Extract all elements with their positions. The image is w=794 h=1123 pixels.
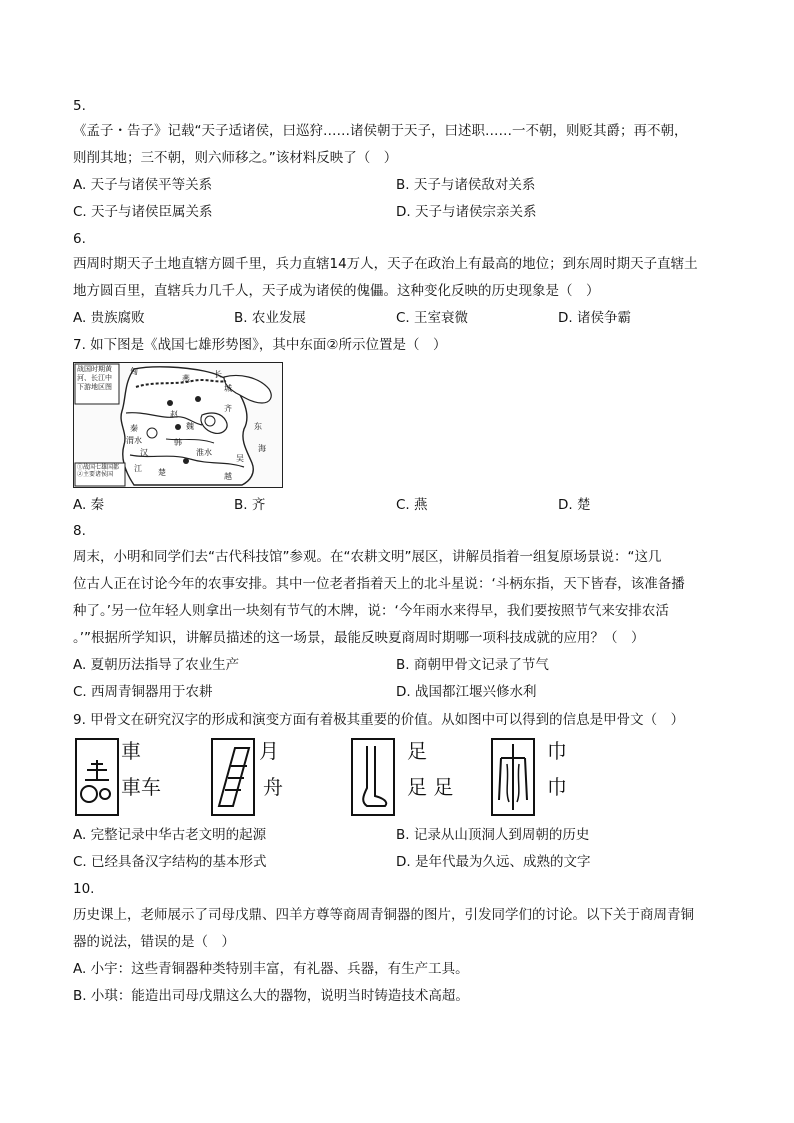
glyph-bottom-4: 巾 — [547, 775, 567, 799]
question-8-option-d[interactable]: D. 战国都江堰兴修水利 — [396, 684, 537, 700]
glyph-bottom-2: 舟 — [263, 775, 283, 799]
question-10-number: 10. — [73, 881, 95, 897]
foot-icon — [353, 740, 393, 814]
question-8-option-a[interactable]: A. 夏朝历法指导了农业生产 — [73, 657, 240, 673]
question-7-option-b[interactable]: B. 齐 — [234, 497, 266, 513]
map-label: 渭水 — [126, 436, 142, 445]
map-label: 江 — [134, 464, 142, 473]
map-label: 汉 — [140, 448, 148, 457]
question-6-option-c[interactable]: C. 王室衰微 — [396, 310, 469, 326]
question-6-number: 6. — [73, 231, 86, 247]
map-label: 长 — [214, 370, 222, 379]
map-label: 秦 — [130, 424, 138, 433]
question-10-stem-line1: 历史课上，老师展示了司母戊鼎、四羊方尊等商周青铜器的图片，引发同学们的讨论。以下关于商周青铜 — [73, 907, 694, 923]
map-label: 东 — [254, 422, 262, 431]
question-9-option-d[interactable]: D. 是年代最为久远、成熟的文字 — [396, 854, 591, 870]
question-6-option-b[interactable]: B. 农业发展 — [234, 310, 306, 326]
chariot-pictograph — [75, 738, 119, 816]
map-label: 楚 — [158, 468, 166, 477]
question-6-stem-line2: 地方圆百里，直辖兵力几千人，天子成为诸侯的傀儡。这种变化反映的历史现象是（ ） — [73, 283, 600, 299]
map-legend-bottom: ①战国七雄国都 ②主要诸侯国 — [77, 464, 120, 478]
map-legend-top: 战国时期黄河、长江中下游地区图 — [77, 365, 112, 391]
question-8-line: 位古人正在讨论今年的农事安排。其中一位老者指着天上的北斗星说：‘斗柄东指，天下皆春，该准备播 — [73, 576, 685, 592]
oracle-bone-figure — [73, 738, 633, 822]
question-7-option-d[interactable]: D. 楚 — [558, 497, 591, 513]
map-label: 韩 — [174, 438, 182, 447]
cloth-pictograph — [491, 738, 535, 816]
foot-pictograph — [351, 738, 395, 816]
question-6-option-a[interactable]: A. 贵族腐败 — [73, 310, 145, 326]
question-6-stem-line1: 西周时期天子土地直辖方圆千里，兵力直辖14万人，天子在政治上有最高的地位；到东周时期天子直辖土 — [73, 256, 698, 272]
question-9-option-a[interactable]: A. 完整记录中华古老文明的起源 — [73, 827, 267, 843]
question-8-option-c[interactable]: C. 西周青铜器用于农耕 — [73, 684, 213, 700]
map-label: 越 — [224, 472, 232, 481]
boat-icon — [213, 740, 253, 814]
question-7-option-a[interactable]: A. 秦 — [73, 497, 105, 513]
question-10-option-b[interactable]: B. 小琪：能造出司母戊鼎这么大的器物，说明当时铸造技术高超。 — [73, 988, 469, 1004]
question-7-option-c[interactable]: C. 燕 — [396, 497, 428, 513]
question-5-option-c[interactable]: C. 天子与诸侯臣属关系 — [73, 204, 213, 220]
glyph-top-4: 巾 — [547, 739, 567, 763]
map-label: 城 — [224, 384, 232, 393]
question-7-stem: 7. 如下图是《战国七雄形势图》，其中东面②所示位置是（ ） — [73, 337, 447, 353]
glyph-bottom-1: 車车 — [121, 775, 161, 799]
question-5-stem-line1: 《孟子・告子》记载“天子适诸侯，曰巡狩……诸侯朝于天子，曰述职……一不朝，则贬其爵；再不朝， — [73, 123, 688, 139]
map-label: 海 — [258, 444, 266, 453]
map-label: 魏 — [186, 422, 194, 431]
question-8-option-b[interactable]: B. 商朝甲骨文记录了节气 — [396, 657, 549, 673]
question-6-option-d[interactable]: D. 诸侯争霸 — [558, 310, 631, 326]
map-label: 燕 — [182, 374, 190, 383]
glyph-bottom-3: 足 足 — [407, 775, 454, 799]
question-5-option-a[interactable]: A. 天子与诸侯平等关系 — [73, 177, 213, 193]
map-label: 吴 — [236, 454, 244, 463]
question-9-option-b[interactable]: B. 记录从山顶洞人到周朝的历史 — [396, 827, 590, 843]
glyph-top-1: 車 — [121, 739, 141, 763]
map-label: 淮水 — [196, 448, 212, 457]
question-10-option-a[interactable]: A. 小宇：这些青铜器种类特别丰富，有礼器、兵器，有生产工具。 — [73, 961, 469, 977]
map-label: 赵 — [170, 410, 178, 419]
map-label: 匈 — [130, 367, 138, 376]
cloth-icon — [493, 740, 533, 814]
question-8-line: 种了。’另一位年轻人则拿出一块刻有节气的木牌，说：‘今年雨水来得早，我们要按照节气来安排农活 — [73, 603, 669, 619]
map-label: 齐 — [224, 404, 232, 413]
warring-states-map — [73, 362, 283, 488]
question-10-stem-line2: 器的说法，错误的是（ ） — [73, 934, 235, 950]
glyph-top-2: 月 — [259, 739, 279, 763]
question-8-line: 周末，小明和同学们去“古代科技馆”参观。在“农耕文明”展区，讲解员指着一组复原场景说：“这几 — [73, 549, 662, 565]
question-9-stem: 9. 甲骨文在研究汉字的形成和演变方面有着极其重要的价值。从如图中可以得到的信息是甲骨文（ ） — [73, 712, 685, 728]
boat-pictograph — [211, 738, 255, 816]
question-5-option-b[interactable]: B. 天子与诸侯敌对关系 — [396, 177, 536, 193]
question-8-number: 8. — [73, 523, 86, 539]
question-5-stem-line2: 则削其地；三不朝，则六师移之。”该材料反映了（ ） — [73, 150, 398, 166]
question-9-option-c[interactable]: C. 已经具备汉字结构的基本形式 — [73, 854, 267, 870]
question-5-option-d[interactable]: D. 天子与诸侯宗亲关系 — [396, 204, 537, 220]
question-8-line: 。’”根据所学知识，讲解员描述的这一场景，最能反映夏商周时期哪一项科技成就的应用？（ ） — [73, 630, 645, 646]
chariot-icon — [77, 740, 117, 814]
question-5-number: 5. — [73, 98, 86, 114]
glyph-top-3: 足 — [407, 739, 427, 763]
